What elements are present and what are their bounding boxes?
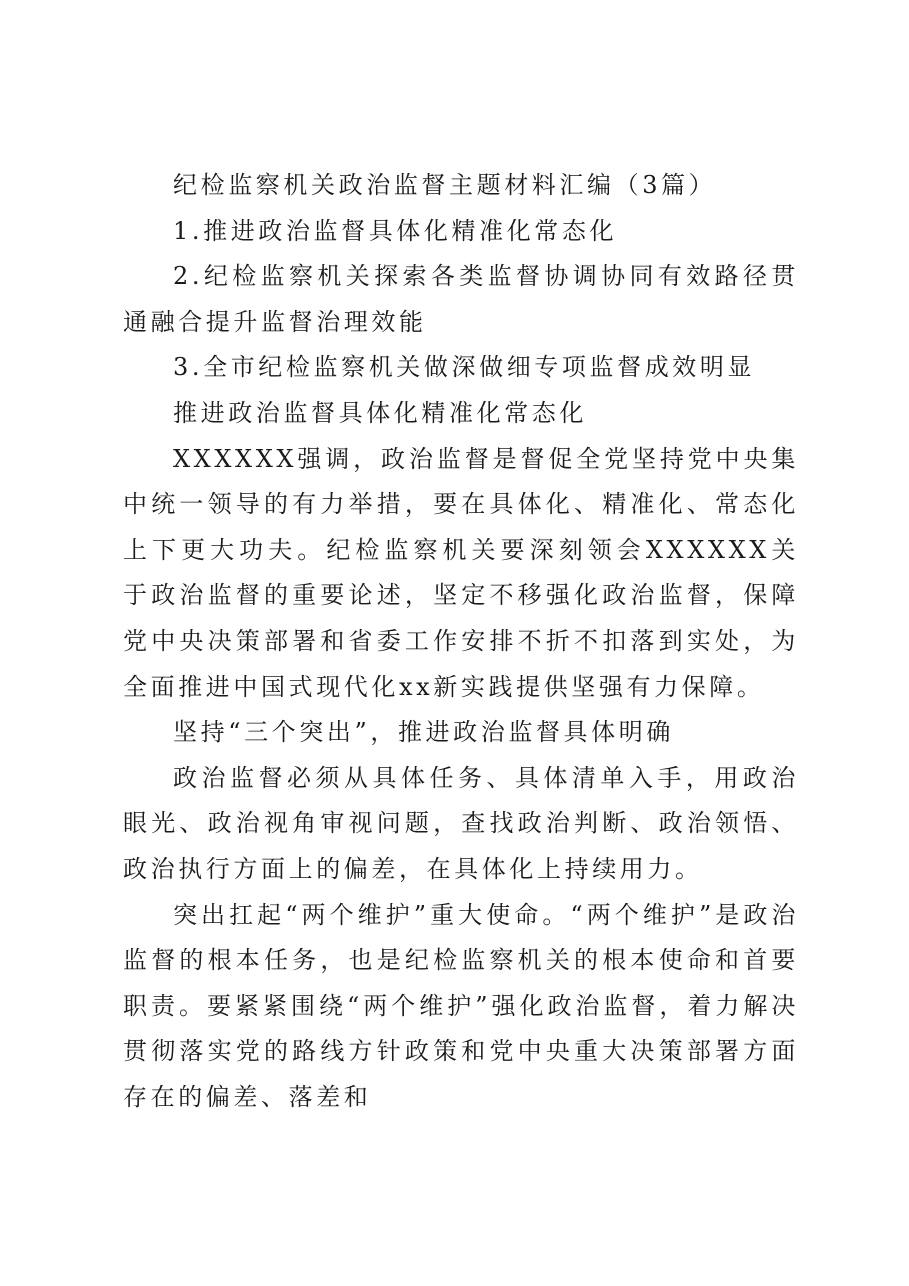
body-paragraph: XXXXXX强调，政治监督是督促全党坚持党中央集中统一领导的有力举措，要在具体化、精准化、常态化上下更大功夫。纪检监察机关要深刻领会XXXXXX关于政治监督的重要论述，坚定不移强化政治监督，保障党中央决策部署和省委工作安排不折不扣落到实处，为全面推进中国式现代化xx新实践提供坚强有力保障。 bbox=[123, 444, 799, 701]
body-paragraph: 突出扛起“两个维护”重大使命。“两个维护”是政治监督的根本任务，也是纪检监察机关的根本使命和首要职责。要紧紧围绕“两个维护”强化政治监督，着力解决贯彻落实党的路线方针政策和党中央重大决策部署方面存在的偏差、落差和 bbox=[123, 900, 799, 1111]
document-title: 纪检监察机关政治监督主题材料汇编（3篇） bbox=[173, 171, 717, 199]
body-paragraph: 政治监督必须从具体任务、具体清单入手，用政治眼光、政治视角审视问题，查找政治判断、政治领悟、政治执行方面上的偏差，在具体化上持续用力。 bbox=[123, 763, 799, 883]
toc-item-3: 3.全市纪检监察机关做深做细专项监督成效明显 bbox=[173, 353, 756, 382]
toc-item-2: 2.纪检监察机关探索各类监督协调协同有效路径贯通融合提升监督治理效能 bbox=[123, 262, 799, 336]
document-body bbox=[123, 163, 799, 1120]
section-heading: 推进政治监督具体化精准化常态化 bbox=[173, 398, 587, 427]
toc-item-1: 1.推进政治监督具体化精准化常态化 bbox=[173, 216, 618, 245]
subsection-heading: 坚持“三个突出”，推进政治监督具体明确 bbox=[173, 718, 674, 747]
